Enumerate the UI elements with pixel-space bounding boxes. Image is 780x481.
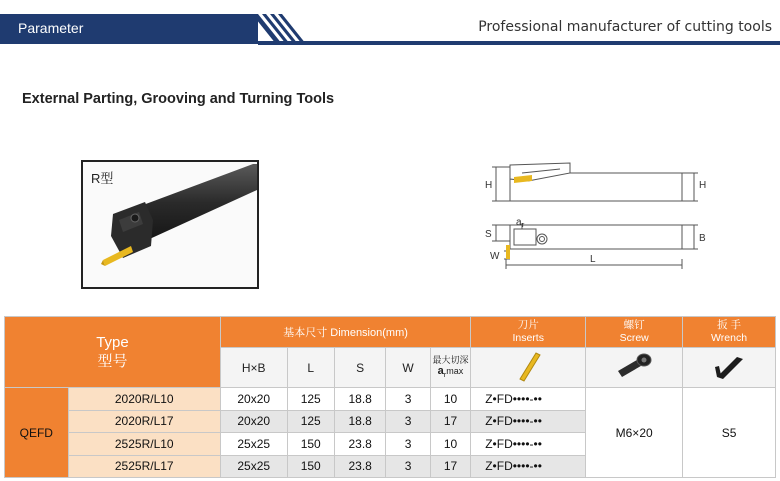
col-amax-max: max — [446, 366, 464, 377]
amax-cell: 17 — [430, 455, 470, 478]
wrench-icon — [707, 349, 751, 383]
hb-cell: 25x25 — [220, 433, 287, 456]
dimension-header: 基本尺寸 Dimension(mm) — [220, 317, 470, 348]
drawing-label-s: S — [485, 229, 492, 240]
amax-cell: 17 — [430, 410, 470, 433]
s-cell: 23.8 — [334, 433, 385, 456]
hb-cell: 20x20 — [220, 410, 287, 433]
w-cell: 3 — [386, 433, 430, 456]
model-cell: 2525R/L10 — [68, 433, 220, 456]
model-cell: 2020R/L17 — [68, 410, 220, 433]
col-amax-sub: r — [443, 369, 447, 379]
col-hb-header: H×B — [220, 348, 287, 388]
drawing-label-l: L — [590, 254, 596, 265]
series-cell: QEFD — [5, 388, 69, 478]
table-row — [5, 388, 776, 411]
model-cell: 2525R/L17 — [68, 455, 220, 478]
header-tagline: Professional manufacturer of cutting tools — [478, 19, 772, 35]
insert-cell: Z•FD••••-•• — [471, 455, 586, 478]
insert-image-cell — [471, 348, 586, 388]
drawing-label-h-left: H — [485, 180, 493, 191]
l-cell: 150 — [287, 455, 334, 478]
photo-label: R型 — [91, 171, 114, 186]
amax-cell: 10 — [430, 388, 470, 411]
technical-drawing — [480, 155, 710, 270]
inserts-header — [471, 317, 586, 348]
l-cell: 125 — [287, 410, 334, 433]
s-cell: 23.8 — [334, 455, 385, 478]
insert-cell: Z•FD••••-•• — [471, 433, 586, 456]
type-header — [5, 317, 221, 388]
w-cell: 3 — [386, 388, 430, 411]
w-cell: 3 — [386, 455, 430, 478]
w-cell: 3 — [386, 410, 430, 433]
inserts-header-cn: 刀片 — [517, 319, 539, 331]
col-amax-cn: 最大切深 — [432, 355, 469, 366]
screw-header-en: Screw — [619, 332, 649, 344]
spec-table — [4, 316, 776, 478]
col-amax-header — [430, 348, 470, 388]
wrench-value-cell: S5 — [683, 388, 776, 478]
inserts-header-en: Inserts — [512, 332, 544, 344]
drawing-label-b: B — [699, 233, 706, 244]
col-w-header: W — [386, 348, 430, 388]
screw-header — [586, 317, 683, 348]
header-rule — [258, 41, 780, 45]
wrench-header — [683, 317, 776, 348]
s-cell: 18.8 — [334, 388, 385, 411]
type-header-en: Type — [96, 334, 129, 351]
drawing-label-h-right: H — [699, 180, 707, 191]
wrench-header-cn: 扳 手 — [717, 319, 741, 331]
l-cell: 125 — [287, 388, 334, 411]
s-cell: 18.8 — [334, 410, 385, 433]
insert-cell: Z•FD••••-•• — [471, 410, 586, 433]
wrench-image-cell — [683, 348, 776, 388]
insert-cell: Z•FD••••-•• — [471, 388, 586, 411]
hb-cell: 25x25 — [220, 455, 287, 478]
col-l-header: L — [287, 348, 334, 388]
hb-cell: 20x20 — [220, 388, 287, 411]
insert-icon — [508, 349, 548, 383]
col-amax-a: a — [437, 365, 444, 378]
screw-image-cell — [586, 348, 683, 388]
drawing-label-ar: a — [516, 217, 522, 228]
product-photo — [81, 160, 259, 289]
screw-icon — [612, 349, 656, 383]
screw-value-cell: M6×20 — [586, 388, 683, 478]
wrench-header-en: Wrench — [711, 332, 748, 344]
section-title: External Parting, Grooving and Turning Tools — [22, 91, 335, 107]
col-s-header: S — [334, 348, 385, 388]
l-cell: 150 — [287, 433, 334, 456]
model-cell: 2020R/L10 — [68, 388, 220, 411]
amax-cell: 10 — [430, 433, 470, 456]
type-header-cn: 型号 — [97, 353, 128, 370]
header-stripes-decoration — [252, 14, 312, 44]
header-title: Parameter — [18, 20, 84, 36]
screw-header-cn: 螺钉 — [623, 319, 645, 331]
drawing-label-ar-sub: r — [522, 222, 525, 229]
drawing-label-w: W — [490, 251, 500, 262]
